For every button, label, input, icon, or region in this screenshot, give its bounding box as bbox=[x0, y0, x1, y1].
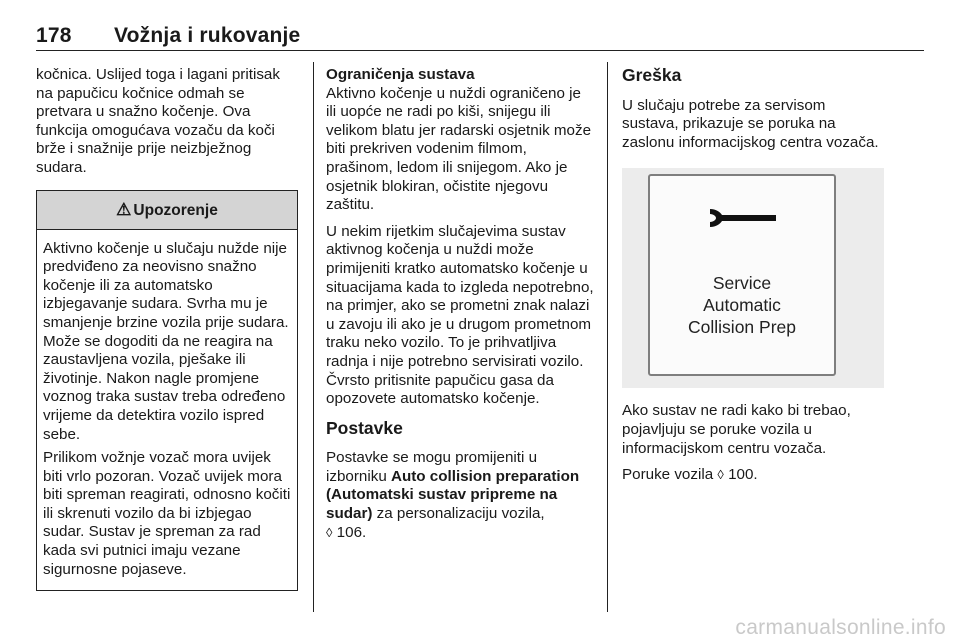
wrench-icon bbox=[708, 206, 778, 230]
settings-paragraph bbox=[326, 449, 594, 542]
driver-info-display bbox=[648, 174, 836, 376]
warning-triangle-icon: ⚠ bbox=[116, 199, 132, 219]
false-braking-paragraph: U nekim rijetkim slučajevima sustav aktivnog kočenja u nuždi može primijeniti kratko automatsko kočenje u situacijama kada to izgleda nepotrebno, na primjer, ako se prometni znak nalazi u zavoju ili ako je u drugom prometnom traku neko vozilo. To je prihvatljiva radnja i nije potrebno servisirati vozilo. Čvrsto pritisnite papučicu gasa da opozovete automatsko kočenje. bbox=[326, 222, 594, 408]
watermark: carmanualsonline.info bbox=[735, 616, 946, 639]
settings-text-post: za personalizaciju vozila, bbox=[372, 505, 545, 523]
warning-header bbox=[37, 191, 297, 230]
column-divider-1 bbox=[313, 62, 314, 612]
column-2 bbox=[326, 66, 594, 550]
column-divider-2 bbox=[607, 62, 608, 612]
limitations-paragraph: Aktivno kočenje u nuždi ograničeno je ili uopće ne radi po kiši, snijegu ili velikom blatu jer radarski osjetnik može biti prekriven vodenim filmom, prašinom, ledom ili snijegom. Ako je osjetnik blokiran, očistite njegovu zaštitu. bbox=[326, 84, 592, 214]
column-3 bbox=[622, 66, 882, 493]
display-line-3: Collision Prep bbox=[688, 317, 796, 338]
display-message bbox=[650, 272, 834, 338]
warning-title: Upozorenje bbox=[133, 201, 218, 219]
malfunction-paragraph: Ako sustav ne radi kako bi trebao, pojavljuju se poruke vozila u informacijskom centru vozača. bbox=[622, 402, 851, 457]
vehicle-messages-text: Poruke vozila bbox=[622, 466, 714, 484]
page-title: Vožnja i rukovanje bbox=[114, 24, 301, 47]
settings-menu-name: Auto collision preparation (Automatski sustav pripreme na sudar) bbox=[326, 467, 580, 523]
warning-body bbox=[37, 230, 297, 591]
limitations-subheading: Ograničenja sustava bbox=[326, 66, 475, 83]
column-1 bbox=[36, 66, 300, 591]
warning-box bbox=[36, 190, 298, 592]
warning-paragraph-1: Aktivno kočenje u slučaju nužde nije predviđeno za neovisno snažno kočenje ili za automatsko izbjegavanje sudara. Svrha mu je smanjenje brzine vozila prije sudara. Može se dogoditi da ne reagira na zaustavljena vozila, pješake ili životinje. Nakon nagle promjene voznog traka sustav treba određeno vrijeme da detektira vozilo ispred sebe. bbox=[43, 239, 289, 443]
settings-heading: Postavke bbox=[326, 417, 403, 438]
fault-heading: Greška bbox=[622, 65, 682, 85]
warning-paragraph-2: Prilikom vožnje vozač mora uvijek biti vrlo pozoran. Vozač uvijek mora biti spreman reagirati, odnosno kočiti ili skrenuti vozilo da bi izbjegao sudar. Sustav je spreman za rad kada svi putnici imaju vezane sigurnosne pojaseve. bbox=[43, 449, 291, 578]
vehicle-messages-paragraph bbox=[622, 466, 882, 485]
page-reference-link[interactable]: 100. bbox=[728, 466, 758, 484]
settings-text-pre: Postavke se mogu promijeniti u izborniku bbox=[326, 449, 538, 485]
page-reference-icon: ◊ bbox=[326, 524, 333, 540]
page-header bbox=[36, 24, 300, 48]
display-line-1: Service bbox=[712, 273, 772, 294]
display-illustration bbox=[622, 168, 884, 388]
page-reference-icon: ◊ bbox=[717, 467, 724, 483]
page-number: 178 bbox=[36, 24, 72, 47]
display-line-2: Automatic bbox=[703, 295, 781, 316]
page-reference-link[interactable]: 106. bbox=[336, 523, 367, 541]
intro-paragraph: kočnica. Uslijed toga i lagani pritisak na papučicu kočnice odmah se pretvara u snažno kočenje. Ova funkcija omogućava vozaču da koči brže i snažnije prije neizbježnog sudara. bbox=[36, 66, 280, 176]
header-rule bbox=[36, 50, 924, 51]
fault-paragraph: U slučaju potrebe za servisom sustava, prikazuje se poruka na zaslonu informacijskog centra vozača. bbox=[622, 96, 879, 151]
